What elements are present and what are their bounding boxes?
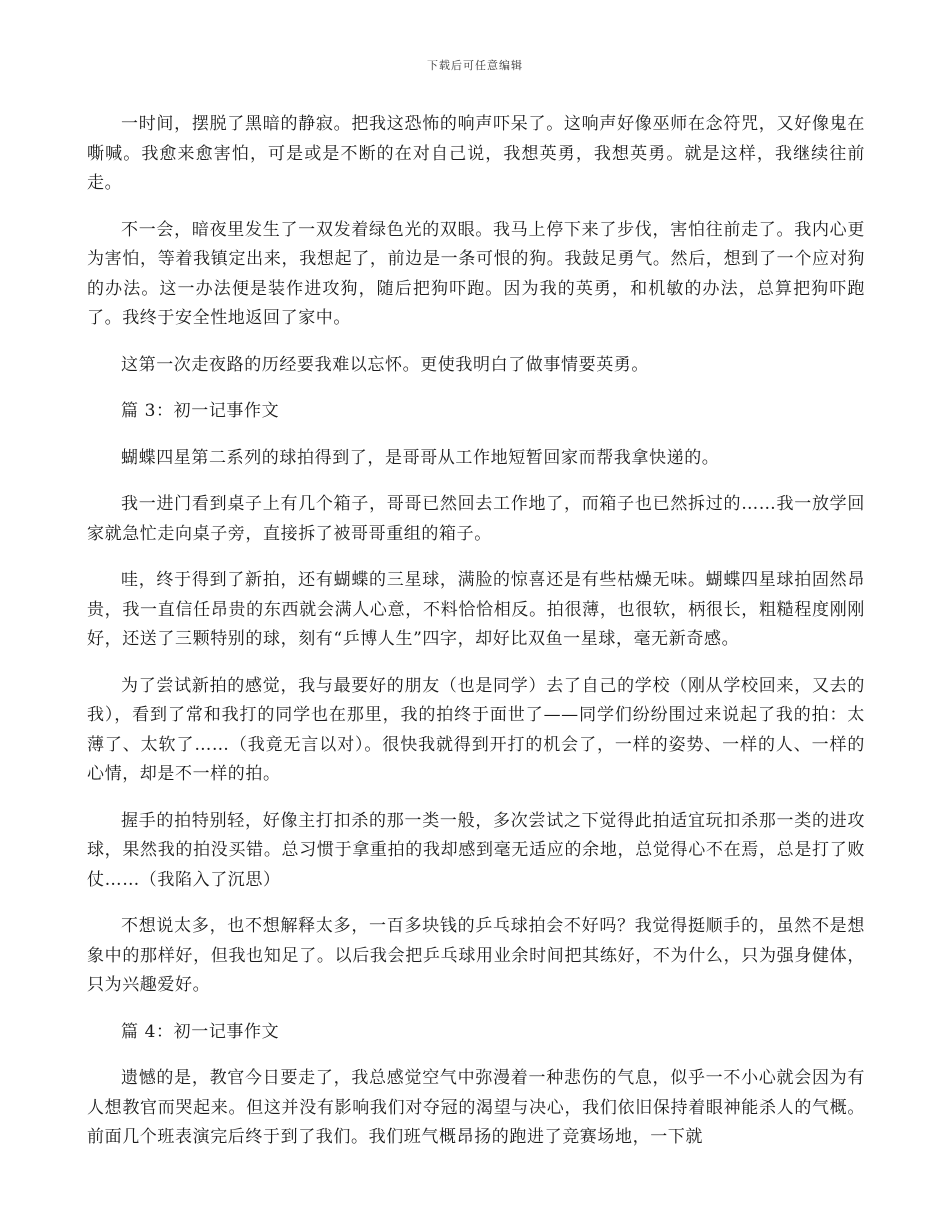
- section-heading: 篇 3：初一记事作文: [121, 401, 280, 421]
- paragraph: 这第一次走夜路的历经要我难以忘怀。更使我明白了做事情要英勇。: [121, 354, 649, 375]
- page-header: 下载后可任意编辑: [427, 59, 523, 72]
- paragraph: 不一会，暗夜里发生了一双发着绿色光的双眼。我马上停下来了步伐，害怕往前走了。我内心更为害怕，等着我镇定出来，我想起了，前边是一条可恨的狗。我鼓足勇气。然后，想到了一个应对狗的办法。这一办法便是装作进攻狗，随后把狗吓跑。因为我的英勇，和机敏的办法，总算把狗吓跑了。我终于安全性地返回了家中。: [87, 219, 865, 328]
- paragraph: 不想说太多，也不想解释太多，一百多块钱的乒乓球拍会不好吗？我觉得挺顺手的，虽然不是想象中的那样好，但我也知足了。以后我会把乒乓球用业余时间把其练好，不为什么，只为强身健体，只为兴趣爱好。: [87, 916, 865, 995]
- paragraph: 握手的拍特别轻，好像主打扣杀的那一类一般，多次尝试之下觉得此拍适宜玩扣杀那一类的进攻球，果然我的拍没买错。总习惯于拿重拍的我却感到毫无适应的余地，总觉得心不在焉，总是打了败仗……（我陷入了沉思）: [87, 810, 865, 890]
- paragraph: 我一进门看到桌子上有几个箱子，哥哥已然回去工作地了，而箱子也已然拆过的……我一放学回家就急忙走向桌子旁，直接拆了被哥哥重组的箱子。: [87, 494, 865, 544]
- paragraph: 蝴蝶四星第二系列的球拍得到了，是哥哥从工作地短暂回家而帮我拿快递的。: [121, 447, 720, 468]
- document-body: [87, 110, 865, 1170]
- section-heading: 篇 4：初一记事作文: [121, 1021, 280, 1042]
- paragraph: 为了尝试新拍的感觉，我与最要好的朋友（也是同学）去了自己的学校（刚从学校回来，又去的我），看到了常和我打的同学也在那里，我的拍终于面世了——同学们纷纷围过来说起了我的拍：太薄了、太软了……（我竟无言以对）。很快我就得到开打的机会了，一样的姿势、一样的人、一样的心情，却是不一样的拍。: [87, 675, 865, 784]
- paragraph: 一时间，摆脱了黑暗的静寂。把我这恐怖的响声吓呆了。这响声好像巫师在念符咒，又好像鬼在嘶喊。我愈来愈害怕，可是或是不断的在对自己说，我想英勇，我想英勇。就是这样，我继续往前走。: [87, 114, 865, 193]
- paragraph: 遗憾的是，教官今日要走了，我总感觉空气中弥漫着一种悲伤的气息，似乎一不小心就会因为有人想教官而哭起来。但这并没有影响我们对夺冠的渴望与决心，我们依旧保持着眼神能杀人的气概。前面几个班表演完后终于到了我们。我们班气概昂扬的跑进了竞赛场地，一下就: [87, 1068, 865, 1147]
- paragraph: 哇，终于得到了新拍，还有蝴蝶的三星球，满脸的惊喜还是有些枯燥无味。蝴蝶四星球拍固然昂贵，我一直信任昂贵的东西就会满人心意，不料恰恰相反。拍很薄，也很软，柄很长，粗糙程度刚刚好，还送了三颗特别的球，刻有“乒博人生”四字，却好比双鱼一星球，毫无新奇感。: [87, 570, 865, 649]
